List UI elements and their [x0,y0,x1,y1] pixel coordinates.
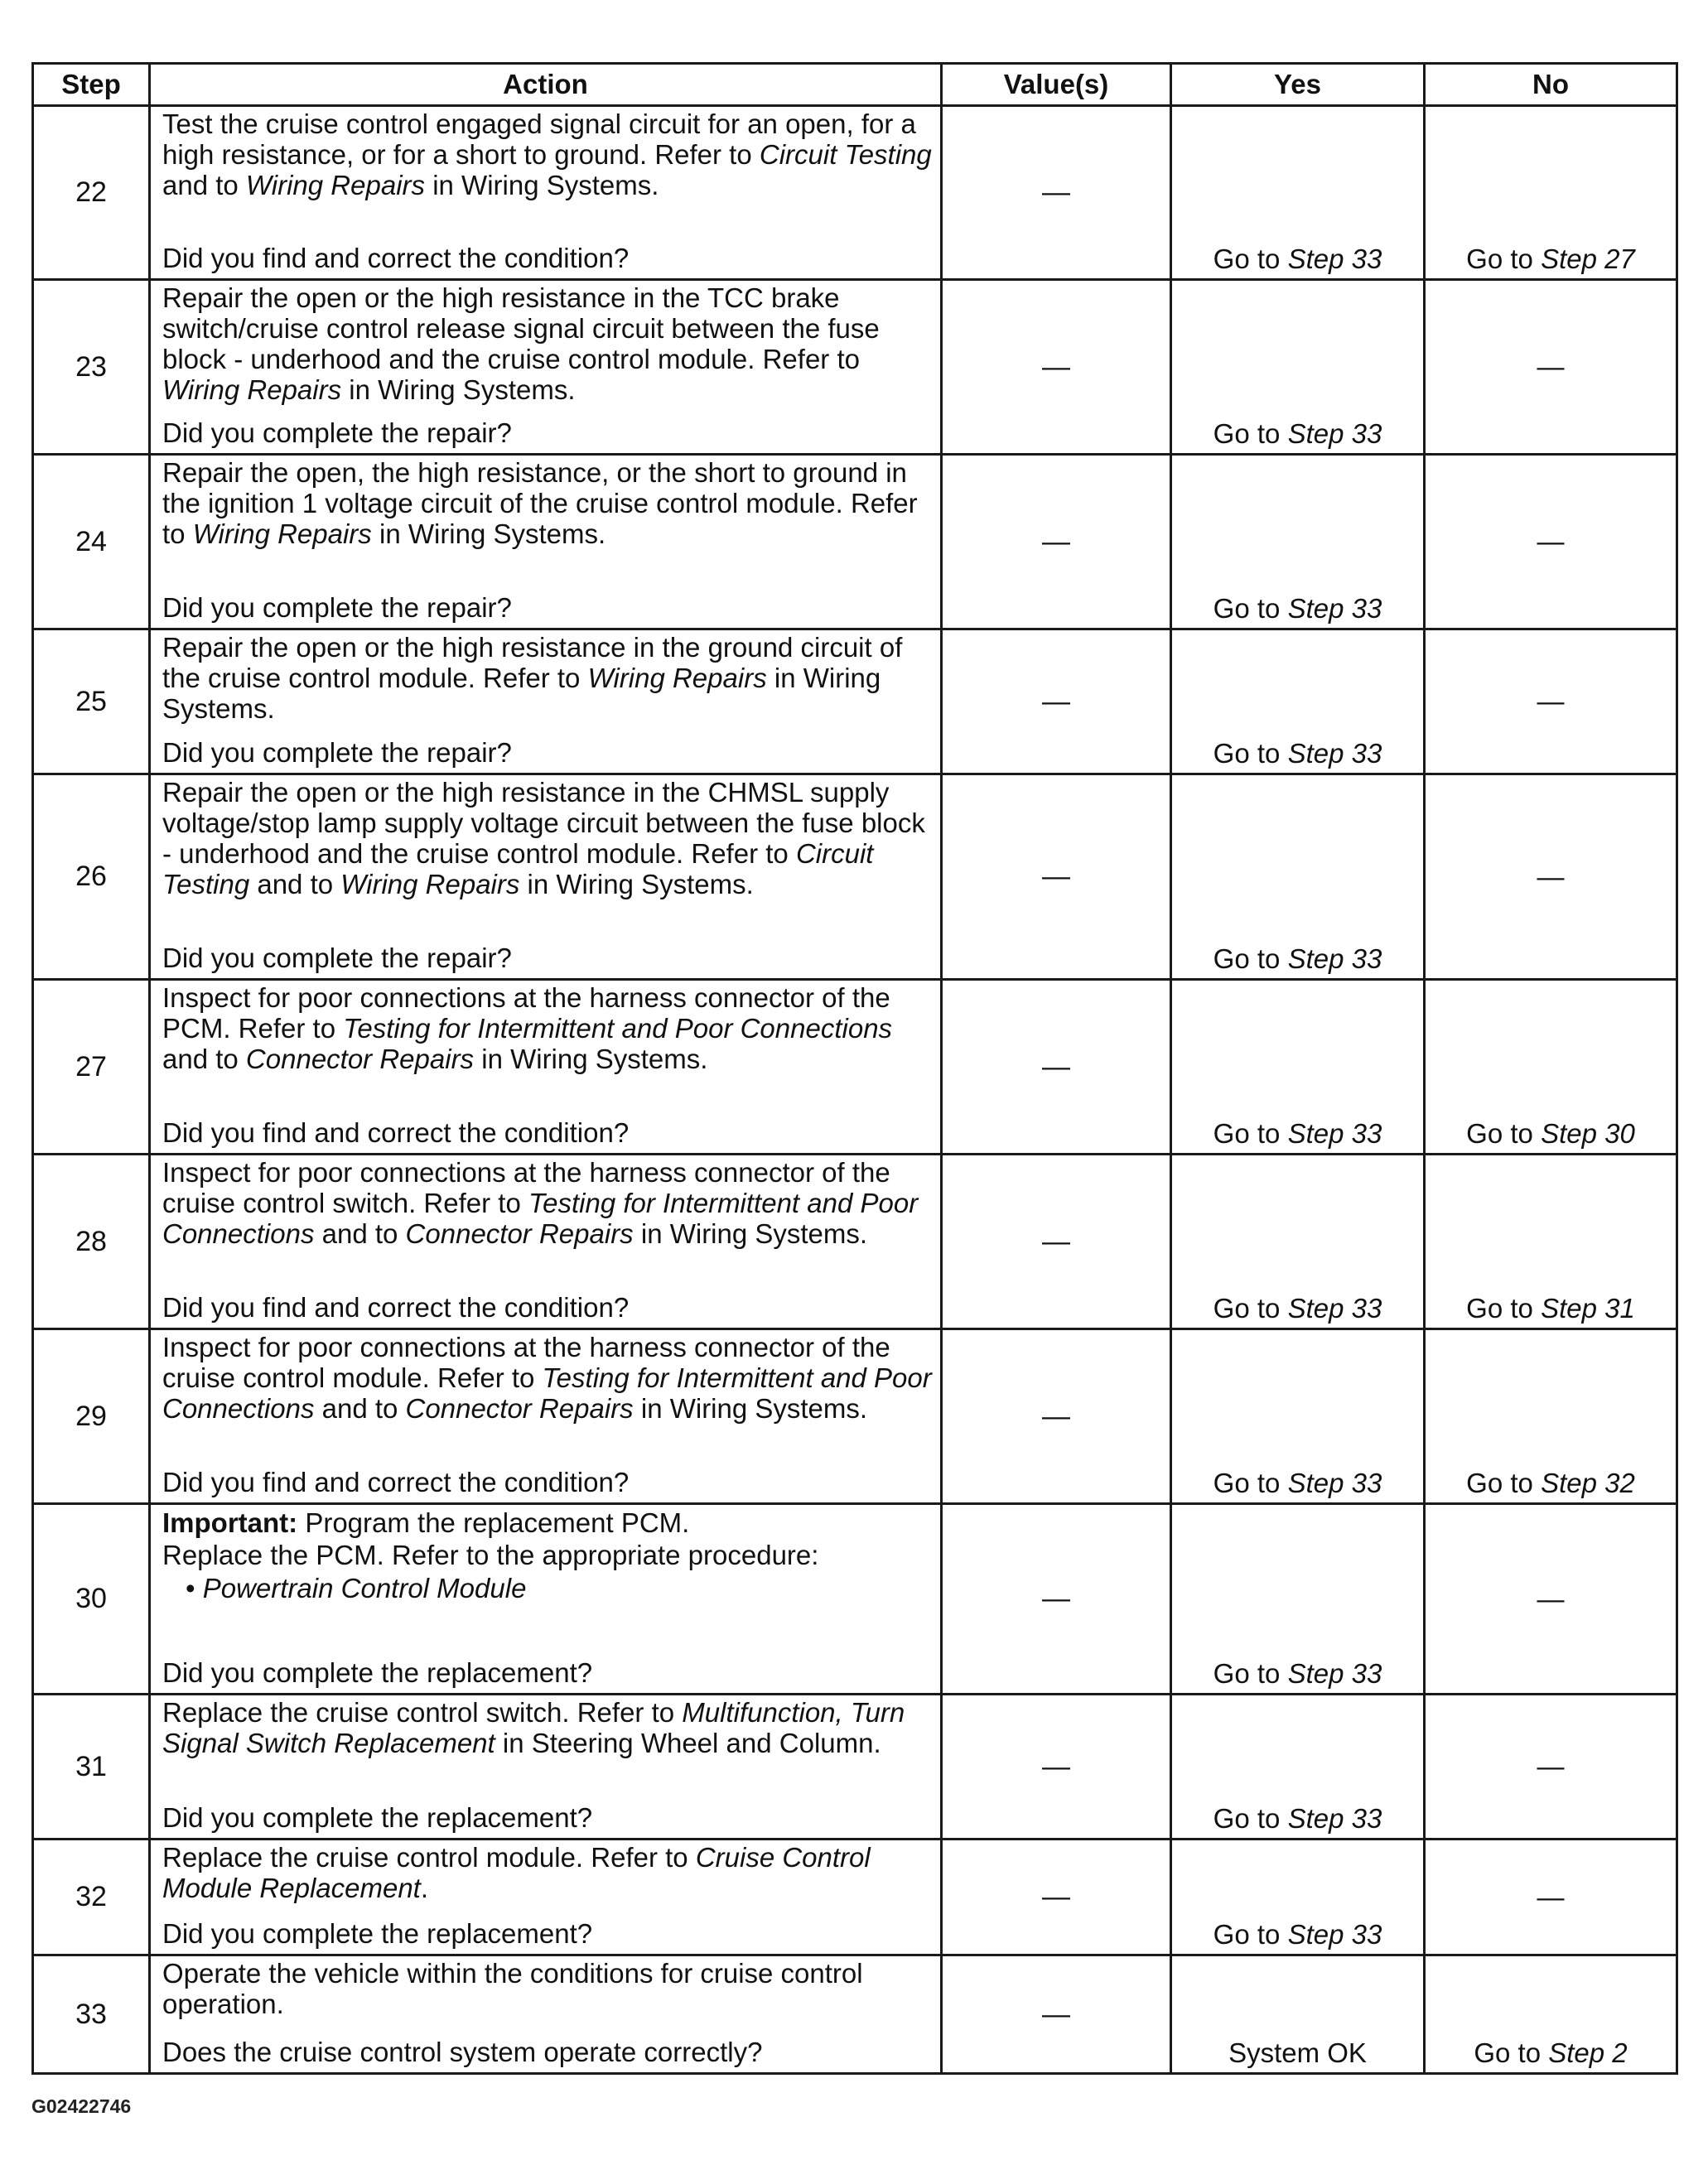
action-text: in Wiring Systems. [425,170,659,200]
action-text [162,1540,932,1570]
value-cell: — [942,280,1171,455]
action-reference: Circuit Testing [162,838,874,899]
action-text: in Steering Wheel and Column. [495,1728,881,1758]
action-body [162,108,932,200]
action-body [162,1507,932,1607]
action-reference: Wiring Repairs [587,663,767,693]
important-text: Program the replacement PCM. [297,1507,690,1538]
action-body [162,777,932,899]
action-question: Did you complete the replacement? [162,1802,593,1833]
step-number: 33 [33,1955,150,2074]
action-text: in Wiring Systems. [371,518,606,549]
yes-reference: Step 33 [1287,244,1382,274]
step-number: 26 [33,774,150,980]
no-reference: Step 31 [1541,1293,1635,1324]
action-question: Did you find and correct the condition? [162,243,630,273]
yes-reference: Step 33 [1287,738,1382,769]
action-question: Did you complete the replacement? [162,1657,593,1688]
step-number: 24 [33,455,150,629]
yes-text: System OK [1228,2037,1367,2068]
bullet-dot: • [186,1573,203,1603]
yes-reference: Step 33 [1287,1293,1382,1324]
yes-text: Go to [1213,418,1288,449]
action-text: Inspect for poor connections at the harness connector of the cruise control switch. Refer to [162,1157,890,1218]
yes-cell [1171,1955,1425,2074]
action-content [162,775,932,978]
no-cell [1425,1504,1677,1695]
action-text [162,108,932,200]
action-content [162,981,932,1153]
action-text: Inspect for poor connections at the harness connector of the cruise control module. Refer to [162,1332,890,1393]
value-cell: — [942,1155,1171,1329]
action-reference: Connector Repairs [245,1044,475,1074]
step-number: 28 [33,1155,150,1329]
yes-cell [1171,106,1425,280]
no-text: — [1537,351,1565,382]
action-text: and to [314,1218,406,1249]
action-text: Repair the open or the high resistance in the ground circuit of the cruise control module. Refer to [162,632,903,693]
yes-text: Go to [1213,1919,1288,1950]
table-row [33,774,1677,980]
action-body [162,1157,932,1249]
yes-reference: Step 33 [1287,1919,1382,1950]
action-text: Repair the open or the high resistance in the TCC brake switch/cruise control release signal circuit between the fuse block - underhood and the cruise control module. Refer to [162,282,880,374]
no-reference: Step 32 [1541,1468,1635,1498]
yes-reference: Step 33 [1287,943,1382,974]
action-text: Replace the PCM. Refer to the appropriate procedure: [162,1540,819,1570]
table-row [33,280,1677,455]
no-cell [1425,280,1677,455]
action-content [162,107,932,278]
no-text: Go to [1474,2037,1549,2068]
yes-text: Go to [1213,943,1288,974]
action-text: and to [314,1393,406,1424]
action-reference: Connector Repairs [405,1218,634,1249]
no-cell [1425,774,1677,980]
important-label: Important: [162,1507,298,1538]
action-text [162,632,932,724]
action-cell [150,774,942,980]
yes-reference: Step 33 [1287,1658,1382,1689]
action-body [162,982,932,1074]
action-content [162,281,932,453]
no-text: Go to [1466,1468,1542,1498]
action-body [162,632,932,724]
step-number: 32 [33,1840,150,1955]
yes-text: Go to [1213,244,1288,274]
action-body [162,1842,932,1903]
yes-cell [1171,1695,1425,1840]
yes-cell [1171,1840,1425,1955]
no-cell [1425,1955,1677,2074]
action-text [162,457,932,549]
step-number: 22 [33,106,150,280]
header-values: Value(s) [942,64,1171,106]
value-cell: — [942,1695,1171,1840]
header-yes: Yes [1171,64,1425,106]
action-question: Did you complete the repair? [162,943,512,973]
no-cell [1425,1840,1677,1955]
action-question: Did you find and correct the condition? [162,1117,630,1148]
action-text [162,282,932,405]
action-reference: Connector Repairs [405,1393,634,1424]
action-body [162,282,932,405]
action-text [162,1958,932,2019]
action-cell [150,280,942,455]
yes-reference: Step 33 [1287,593,1382,624]
action-text [162,1697,932,1758]
no-cell [1425,106,1677,280]
action-text: in Wiring Systems. [633,1393,868,1424]
yes-text: Go to [1213,1803,1288,1834]
table-row [33,1955,1677,2074]
yes-text: Go to [1213,738,1288,769]
header-step: Step [33,64,150,106]
action-text: in Wiring Systems. [474,1044,708,1074]
action-question: Did you complete the repair? [162,737,512,768]
step-number: 29 [33,1329,150,1504]
yes-text: Go to [1213,1118,1288,1149]
bullet-item [162,1570,932,1607]
action-text [162,982,932,1074]
action-question: Does the cruise control system operate correctly? [162,2037,763,2067]
step-number: 25 [33,629,150,774]
no-reference: Step 27 [1541,244,1635,274]
action-text: Replace the cruise control module. Refer to [162,1842,696,1873]
action-text: Repair the open, the high resistance, or the short to ground in the ignition 1 voltage circuit of the cruise control module. Refer to [162,457,918,549]
action-content [162,1330,932,1502]
table-row [33,1155,1677,1329]
action-question: Did you find and correct the condition? [162,1292,630,1323]
yes-cell [1171,980,1425,1155]
action-cell [150,455,942,629]
yes-cell [1171,774,1425,980]
table-row [33,1840,1677,1955]
yes-reference: Step 33 [1287,1118,1382,1149]
yes-text: Go to [1213,1658,1288,1689]
yes-cell [1171,280,1425,455]
action-text: Inspect for poor connections at the harness connector of the PCM. Refer to [162,982,890,1044]
action-content [162,1505,932,1693]
value-cell: — [942,1840,1171,1955]
step-number: 31 [33,1695,150,1840]
yes-reference: Step 33 [1287,1803,1382,1834]
action-reference: Testing for Intermittent and Poor Connections [162,1188,919,1249]
diagnostic-table [31,62,1678,2075]
yes-cell [1171,1329,1425,1504]
yes-text: Go to [1213,1293,1288,1324]
action-body [162,1332,932,1424]
action-content [162,1840,932,1954]
action-reference: Cruise Control Module Replacement [162,1842,871,1903]
yes-cell [1171,1504,1425,1695]
no-text: — [1537,1751,1565,1782]
action-reference: Wiring Repairs [162,374,342,405]
table-row [33,1504,1677,1695]
no-text: — [1537,861,1565,892]
action-cell [150,106,942,280]
action-reference: Wiring Repairs [245,170,426,200]
step-number: 30 [33,1504,150,1695]
no-text: Go to [1466,1118,1542,1149]
action-content [162,456,932,628]
action-question: Did you complete the replacement? [162,1918,593,1949]
action-text: Test the cruise control engaged signal circuit for an open, for a high resistance, or for a short to ground. Refer to [162,108,916,170]
no-text: — [1537,686,1565,716]
action-reference: Wiring Repairs [192,518,372,549]
action-reference: Multifunction, Turn Signal Switch Replacement [162,1697,905,1758]
table-row [33,980,1677,1155]
header-action: Action [150,64,942,106]
action-content [162,630,932,773]
action-text [162,1332,932,1424]
action-cell [150,1955,942,2074]
action-text: in Wiring Systems. [162,663,881,724]
action-text: . [420,1873,429,1903]
important-note [162,1507,932,1540]
action-cell [150,629,942,774]
header-no: No [1425,64,1677,106]
no-cell [1425,1695,1677,1840]
yes-text: Go to [1213,593,1288,624]
action-text: Operate the vehicle within the conditions for cruise control operation. [162,1958,863,2019]
action-reference: Circuit Testing [759,139,932,170]
action-body [162,457,932,549]
yes-reference: Step 33 [1287,1468,1382,1498]
action-cell [150,1840,942,1955]
action-reference: Testing for Intermittent and Poor Connections [162,1362,932,1424]
value-cell: — [942,106,1171,280]
no-cell [1425,629,1677,774]
figure-id: G02422746 [31,2095,132,2117]
action-cell [150,980,942,1155]
no-cell [1425,1155,1677,1329]
action-cell [150,1155,942,1329]
step-number: 23 [33,280,150,455]
no-cell [1425,980,1677,1155]
action-question: Did you complete the repair? [162,592,512,623]
action-content [162,1956,932,2072]
action-content [162,1695,932,1838]
step-number: 27 [33,980,150,1155]
action-text: and to [249,869,341,899]
action-reference: Wiring Repairs [340,869,520,899]
action-text: and to [162,170,246,200]
action-question: Did you find and correct the condition? [162,1467,630,1497]
no-text: — [1537,1583,1565,1614]
value-cell: — [942,1329,1171,1504]
action-cell [150,1695,942,1840]
table-row [33,455,1677,629]
bullet-reference: Powertrain Control Module [202,1573,527,1603]
header-row [33,64,1677,106]
table-body [33,106,1677,2074]
no-text: Go to [1466,244,1542,274]
no-cell [1425,1329,1677,1504]
table-row [33,106,1677,280]
yes-text: Go to [1213,1468,1288,1498]
yes-cell [1171,1155,1425,1329]
no-reference: Step 30 [1541,1118,1635,1149]
value-cell: — [942,1504,1171,1695]
no-cell [1425,455,1677,629]
action-text: Replace the cruise control switch. Refer to [162,1697,683,1728]
action-text [162,1842,932,1903]
table-row [33,1329,1677,1504]
action-cell [150,1504,942,1695]
action-text: in Wiring Systems. [341,374,576,405]
value-cell: — [942,455,1171,629]
value-cell: — [942,980,1171,1155]
action-content [162,1155,932,1328]
value-cell: — [942,629,1171,774]
action-text: in Wiring Systems. [633,1218,868,1249]
no-reference: Step 2 [1548,2037,1628,2068]
action-body [162,1697,932,1758]
no-text: Go to [1466,1293,1542,1324]
yes-reference: Step 33 [1287,418,1382,449]
action-text [162,777,932,899]
yes-cell [1171,455,1425,629]
action-cell [150,1329,942,1504]
action-reference: Testing for Intermittent and Poor Connections [343,1013,893,1044]
yes-cell [1171,629,1425,774]
no-text: — [1537,1881,1565,1912]
action-text: and to [162,1044,246,1074]
action-text: Repair the open or the high resistance in the CHMSL supply voltage/stop lamp supply voltage circuit between the fuse block - underhood and the cruise control module. Refer to [162,777,925,869]
action-question: Did you complete the repair? [162,417,512,448]
action-body [162,1958,932,2019]
value-cell: — [942,774,1171,980]
action-text: in Wiring Systems. [519,869,754,899]
action-text [162,1157,932,1249]
value-cell: — [942,1955,1171,2074]
table-row [33,1695,1677,1840]
no-text: — [1537,526,1565,557]
table-row [33,629,1677,774]
